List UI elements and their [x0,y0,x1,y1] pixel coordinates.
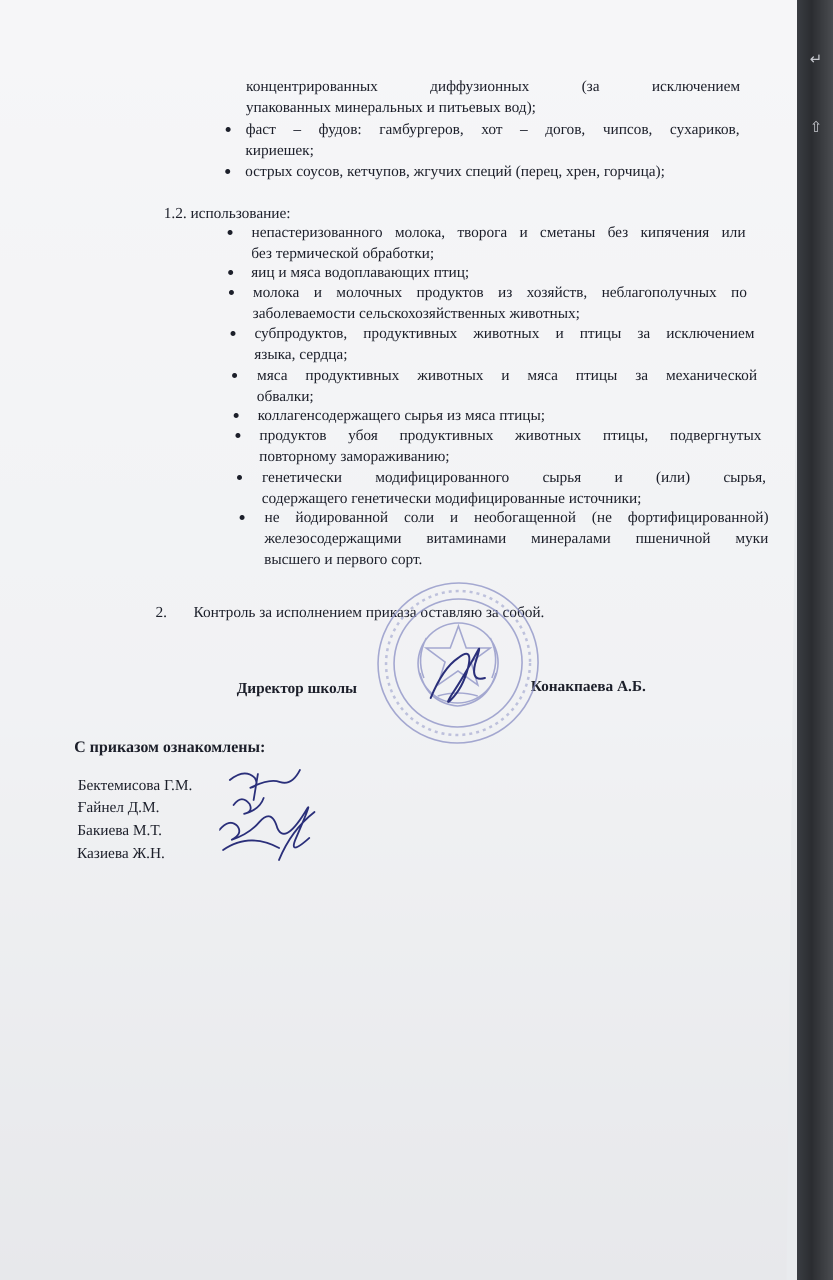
device-side-panel [797,0,833,1280]
acquainted-name: Ғайнел Д.М. [77,799,160,816]
bullet-icon [228,270,233,275]
acquainted-name: Бектемисова Г.М. [77,777,193,794]
bullet-icon [228,230,233,235]
list-item: коллагенсодержащего сырья из мяса птицы; [257,407,546,424]
list-item: субпродуктов, продуктивных животных и птицы за исключением языка, сердца; [254,325,755,363]
director-name: Конакпаева А.Б. [530,678,646,695]
acquainted-name: Казиева Ж.Н. [76,845,166,862]
acquainted-name: Бакиева М.Т. [77,822,163,839]
list-item: острых соусов, кетчупов, жгучих специй (перец, хрен, горчица); [245,163,666,180]
staff-signatures-icon [219,760,320,870]
bullet-icon [234,413,239,418]
acquainted-heading: С приказом ознакомлены: [74,739,266,756]
list-item-continuation: концентрированных диффузионных (за исключением упакованных минеральных и питьевых вод); [245,78,741,116]
list-item: непастеризованного молока, творога и сметаны без кипячения или без термической обработки; [251,224,746,262]
list-item: яиц и мяса водоплавающих птиц; [251,264,470,281]
director-label: Директор школы [236,680,358,697]
section-heading: 1.2. использование: [163,205,291,222]
back-arrow-icon[interactable]: ↵ [809,50,823,68]
list-item: фаст – фудов: гамбургеров, хот – догов, чипсов, сухариков, кириешек; [245,121,740,159]
bullet-icon [229,290,234,295]
list-item: не йодированной соли и необогащенной (не фортифицированной) железосодержащими витаминами минералами пшеничной муки высшего и первого сорт. [264,509,769,568]
list-item: молока и молочных продуктов из хозяйств, неблагополучных по заболеваемости сельскохозяйственных животных; [252,284,748,322]
control-clause: Контроль за исполнением приказа оставляю за собой. [193,604,545,621]
up-arrow-icon[interactable]: ⇧ [809,118,823,136]
director-signature-icon [423,638,494,710]
list-item: мяса продуктивных животных и мяса птицы за механической обвалки; [256,367,758,405]
bullet-icon [237,475,242,480]
item-number: 2. [155,604,168,621]
list-item: продуктов убоя продуктивных животных птицы, подвергнутых повторному замораживанию; [259,427,762,465]
bullet-icon [226,127,231,132]
bullet-icon [232,373,237,378]
list-item: генетически модифицированного сырья и (или) сырья, содержащего генетически модифицированные источники; [261,469,767,507]
bullet-icon [225,169,230,174]
bullet-icon [240,515,245,520]
bullet-icon [230,331,235,336]
bullet-icon [235,433,240,438]
